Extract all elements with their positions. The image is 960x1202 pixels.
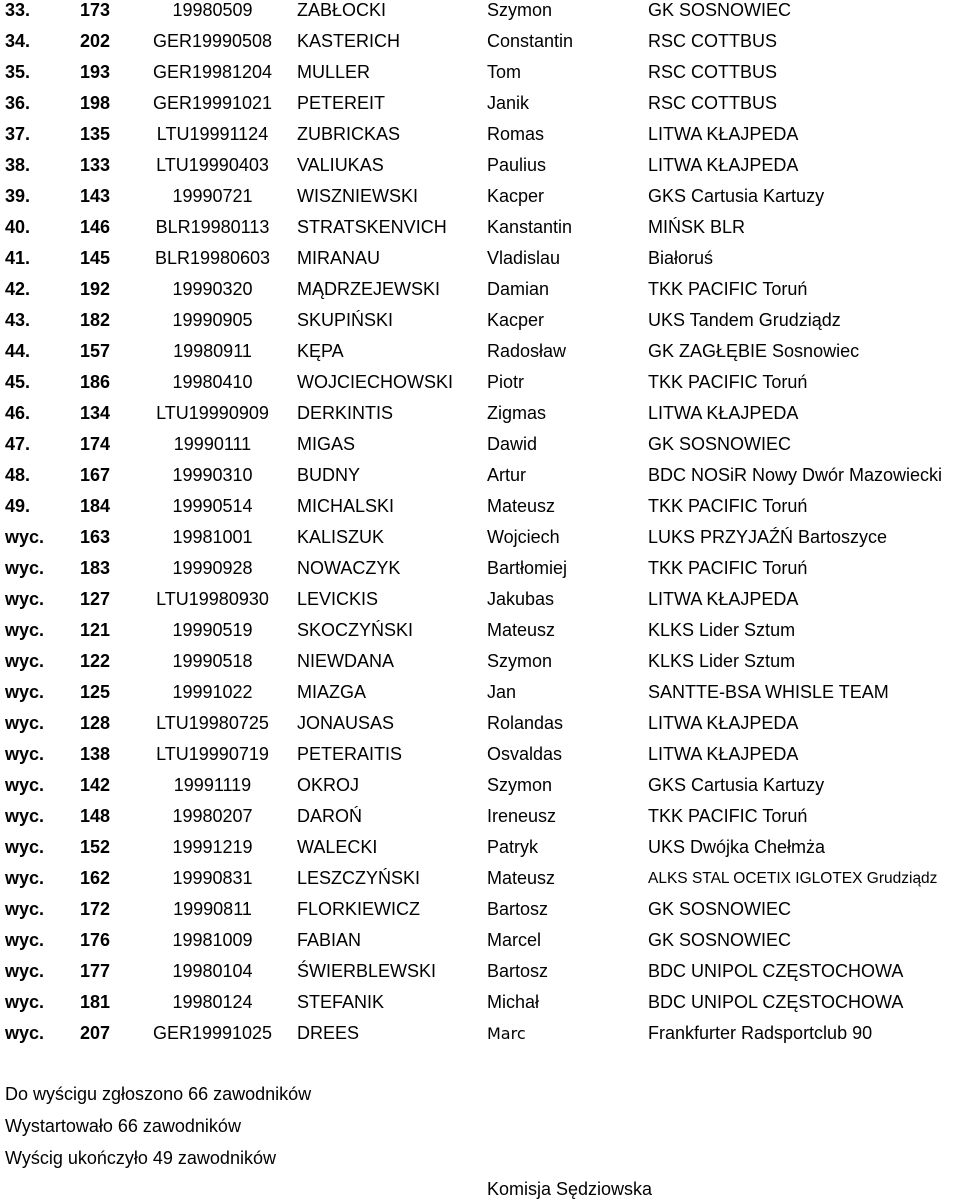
license-code: BLR19980113 bbox=[155, 217, 270, 237]
result-row bbox=[0, 770, 960, 801]
bib-number: 162 bbox=[80, 868, 111, 888]
surname: ZABŁOCKI bbox=[297, 0, 387, 20]
result-row bbox=[0, 1018, 960, 1049]
surname: DREES bbox=[297, 1023, 360, 1043]
license-code: 19980911 bbox=[173, 341, 252, 361]
surname: KALISZUK bbox=[297, 527, 385, 547]
result-row bbox=[0, 150, 960, 181]
surname: MICHALSKI bbox=[297, 496, 395, 516]
bib-number: 145 bbox=[80, 248, 111, 268]
club-name: RSC COTTBUS bbox=[648, 31, 778, 51]
license-code: GER19991025 bbox=[152, 1023, 273, 1043]
first-name: Patryk bbox=[487, 837, 539, 857]
surname: MIGAS bbox=[297, 434, 356, 454]
started-count-text: Wystartowało 66 zawodników bbox=[5, 1116, 241, 1136]
club-name: TKK PACIFIC Toruń bbox=[648, 496, 808, 516]
first-name: Michał bbox=[487, 992, 540, 1012]
first-name: Marcel bbox=[487, 930, 542, 950]
place-cell: 41. bbox=[5, 248, 31, 268]
place-cell: 34. bbox=[5, 31, 31, 51]
result-row bbox=[0, 987, 960, 1018]
bib-number: 142 bbox=[80, 775, 111, 795]
bib-number: 125 bbox=[80, 682, 111, 702]
club-name: BDC NOSiR Nowy Dwór Mazowiecki bbox=[648, 465, 943, 485]
place-cell: wyc. bbox=[5, 868, 45, 888]
surname: DAROŃ bbox=[297, 806, 363, 826]
bib-number: 121 bbox=[80, 620, 111, 640]
license-code: BLR19980603 bbox=[154, 248, 271, 268]
first-name: Szymon bbox=[487, 651, 553, 671]
bib-number: 184 bbox=[80, 496, 111, 516]
place-cell: 33. bbox=[5, 0, 31, 20]
club-name: GKS Cartusia Kartuzy bbox=[648, 775, 825, 795]
signature-text: Komisja Sędziowska bbox=[487, 1179, 653, 1199]
license-code: 19990811 bbox=[173, 899, 252, 919]
bib-number: 173 bbox=[80, 0, 111, 20]
result-row bbox=[0, 119, 960, 150]
result-row bbox=[0, 429, 960, 460]
place-cell: wyc. bbox=[5, 744, 45, 764]
place-cell: 42. bbox=[5, 279, 31, 299]
bib-number: 157 bbox=[80, 341, 111, 361]
result-row bbox=[0, 553, 960, 584]
surname: ŚWIERBLEWSKI bbox=[297, 961, 437, 981]
license-code: 19980104 bbox=[172, 961, 253, 981]
license-code: 19991119 bbox=[173, 775, 252, 795]
result-row bbox=[0, 801, 960, 832]
bib-number: 146 bbox=[80, 217, 111, 237]
club-name: BDC UNIPOL CZĘSTOCHOWA bbox=[648, 992, 904, 1012]
first-name: Vladislau bbox=[487, 248, 561, 268]
bib-number: 148 bbox=[80, 806, 111, 826]
club-name: LITWA KŁAJPEDA bbox=[648, 124, 799, 144]
surname: KĘPA bbox=[297, 341, 344, 361]
bib-number: 198 bbox=[80, 93, 111, 113]
first-name: Mateusz bbox=[487, 868, 556, 888]
club-name: GK SOSNOWIEC bbox=[648, 899, 792, 919]
surname: LESZCZYŃSKI bbox=[297, 868, 421, 888]
place-cell: 44. bbox=[5, 341, 31, 361]
place-cell: 40. bbox=[5, 217, 31, 237]
surname: NIEWDANA bbox=[297, 651, 395, 671]
first-name: Kanstantin bbox=[487, 217, 573, 237]
license-code: 19991022 bbox=[172, 682, 253, 702]
surname: JONAUSAS bbox=[297, 713, 395, 733]
result-row bbox=[0, 336, 960, 367]
first-name: Osvaldas bbox=[487, 744, 563, 764]
club-name: Frankfurter Radsportclub 90 bbox=[648, 1023, 873, 1043]
club-name: TKK PACIFIC Toruń bbox=[648, 558, 808, 578]
place-cell: wyc. bbox=[5, 713, 45, 733]
result-row bbox=[0, 863, 960, 894]
license-code: 19990928 bbox=[172, 558, 253, 578]
first-name: Constantin bbox=[487, 31, 574, 51]
surname: PETERAITIS bbox=[297, 744, 403, 764]
place-cell: wyc. bbox=[5, 558, 45, 578]
license-code: LTU19980725 bbox=[156, 713, 269, 733]
first-name: Zigmas bbox=[487, 403, 547, 423]
result-row bbox=[0, 181, 960, 212]
result-row bbox=[0, 522, 960, 553]
bib-number: 183 bbox=[80, 558, 111, 578]
bib-number: 207 bbox=[80, 1023, 111, 1043]
club-name: LITWA KŁAJPEDA bbox=[648, 589, 799, 609]
license-code: 19980207 bbox=[172, 806, 253, 826]
place-cell: wyc. bbox=[5, 806, 45, 826]
bib-number: 135 bbox=[80, 124, 111, 144]
bib-number: 181 bbox=[80, 992, 111, 1012]
license-code: LTU19990719 bbox=[156, 744, 269, 764]
surname: SKOCZYŃSKI bbox=[297, 620, 414, 640]
bib-number: 202 bbox=[80, 31, 111, 51]
surname: VALIUKAS bbox=[297, 155, 384, 175]
first-name: Bartosz bbox=[487, 899, 549, 919]
first-name: Janik bbox=[487, 93, 530, 113]
first-name: Dawid bbox=[487, 434, 538, 454]
surname: DERKINTIS bbox=[297, 403, 394, 423]
first-name: Tom bbox=[487, 62, 522, 82]
license-code: 19981009 bbox=[172, 930, 253, 950]
surname: KASTERICH bbox=[297, 31, 401, 51]
place-cell: wyc. bbox=[5, 930, 45, 950]
license-code: GER19991021 bbox=[152, 93, 273, 113]
place-cell: wyc. bbox=[5, 961, 45, 981]
place-cell: 48. bbox=[5, 465, 31, 485]
registered-count-text: Do wyścigu zgłoszono 66 zawodników bbox=[5, 1084, 312, 1104]
result-row bbox=[0, 398, 960, 429]
surname: NOWACZYK bbox=[297, 558, 401, 578]
license-code: 19990310 bbox=[172, 465, 253, 485]
club-name: LITWA KŁAJPEDA bbox=[648, 403, 799, 423]
club-name: Białoruś bbox=[648, 248, 714, 268]
club-name: MIŃSK BLR bbox=[648, 217, 746, 237]
bib-number: 143 bbox=[80, 186, 111, 206]
place-cell: wyc. bbox=[5, 620, 45, 640]
club-name: KLKS Lider Sztum bbox=[648, 651, 796, 671]
bib-number: 127 bbox=[80, 589, 111, 609]
result-row bbox=[0, 274, 960, 305]
surname: MĄDRZEJEWSKI bbox=[297, 279, 441, 299]
surname: OKROJ bbox=[297, 775, 360, 795]
surname: STEFANIK bbox=[297, 992, 385, 1012]
result-row bbox=[0, 212, 960, 243]
result-row bbox=[0, 367, 960, 398]
bib-number: 122 bbox=[80, 651, 111, 671]
club-name: ALKS STAL OCETIX IGLOTEX Grudziądz bbox=[648, 870, 938, 887]
place-cell: wyc. bbox=[5, 837, 45, 857]
first-name: Marc bbox=[487, 1024, 526, 1043]
place-cell: 39. bbox=[5, 186, 31, 206]
result-row bbox=[0, 832, 960, 863]
club-name: TKK PACIFIC Toruń bbox=[648, 279, 808, 299]
club-name: GKS Cartusia Kartuzy bbox=[648, 186, 825, 206]
license-code: GER19981204 bbox=[152, 62, 273, 82]
license-code: GER19990508 bbox=[152, 31, 273, 51]
bib-number: 193 bbox=[80, 62, 111, 82]
bib-number: 192 bbox=[80, 279, 111, 299]
place-cell: wyc. bbox=[5, 992, 45, 1012]
bib-number: 152 bbox=[80, 837, 111, 857]
license-code: LTU19990909 bbox=[156, 403, 269, 423]
bib-number: 133 bbox=[80, 155, 111, 175]
license-code: 19990721 bbox=[172, 186, 253, 206]
license-code: 19990519 bbox=[172, 620, 253, 640]
club-name: UKS Tandem Grudziądz bbox=[648, 310, 841, 330]
result-row bbox=[0, 57, 960, 88]
first-name: Artur bbox=[487, 465, 527, 485]
first-name: Romas bbox=[487, 124, 545, 144]
surname: PETEREIT bbox=[297, 93, 386, 113]
place-cell: 49. bbox=[5, 496, 31, 516]
bib-number: 176 bbox=[80, 930, 111, 950]
first-name: Mateusz bbox=[487, 496, 556, 516]
result-row bbox=[0, 739, 960, 770]
place-cell: 38. bbox=[5, 155, 31, 175]
surname: SKUPIŃSKI bbox=[297, 310, 394, 330]
first-name: Piotr bbox=[487, 372, 525, 392]
place-cell: wyc. bbox=[5, 1023, 45, 1043]
license-code: 19990320 bbox=[172, 279, 253, 299]
club-name: GK SOSNOWIEC bbox=[648, 434, 792, 454]
surname: WALECKI bbox=[297, 837, 378, 857]
result-row bbox=[0, 243, 960, 274]
place-cell: wyc. bbox=[5, 775, 45, 795]
bib-number: 177 bbox=[80, 961, 111, 981]
license-code: 19990831 bbox=[172, 868, 253, 888]
surname: MIAZGA bbox=[297, 682, 367, 702]
result-row bbox=[0, 925, 960, 956]
first-name: Wojciech bbox=[487, 527, 560, 547]
surname: LEVICKIS bbox=[297, 589, 379, 609]
surname: MIRANAU bbox=[297, 248, 381, 268]
place-cell: wyc. bbox=[5, 682, 45, 702]
place-cell: wyc. bbox=[5, 527, 45, 547]
place-cell: 45. bbox=[5, 372, 31, 392]
bib-number: 172 bbox=[80, 899, 111, 919]
bib-number: 182 bbox=[80, 310, 111, 330]
place-cell: wyc. bbox=[5, 899, 45, 919]
first-name: Szymon bbox=[487, 775, 553, 795]
license-code: 19980410 bbox=[172, 372, 253, 392]
bib-number: 167 bbox=[80, 465, 111, 485]
club-name: LITWA KŁAJPEDA bbox=[648, 155, 799, 175]
club-name: SANTTE-BSA WHISLE TEAM bbox=[648, 682, 889, 702]
bib-number: 174 bbox=[80, 434, 111, 454]
license-code: 19990518 bbox=[172, 651, 253, 671]
license-code: 19990514 bbox=[172, 496, 253, 516]
surname: STRATSKENVICH bbox=[297, 217, 447, 237]
place-cell: 43. bbox=[5, 310, 31, 330]
result-row bbox=[0, 491, 960, 522]
result-row bbox=[0, 584, 960, 615]
club-name: LUKS PRZYJAŹŃ Bartoszyce bbox=[648, 527, 888, 547]
result-row bbox=[0, 26, 960, 57]
club-name: RSC COTTBUS bbox=[648, 93, 778, 113]
first-name: Radosław bbox=[487, 341, 567, 361]
first-name: Paulius bbox=[487, 155, 547, 175]
club-name: KLKS Lider Sztum bbox=[648, 620, 796, 640]
first-name: Ireneusz bbox=[487, 806, 557, 826]
club-name: GK SOSNOWIEC bbox=[648, 930, 792, 950]
result-row bbox=[0, 956, 960, 987]
result-row bbox=[0, 894, 960, 925]
result-row bbox=[0, 460, 960, 491]
surname: BUDNY bbox=[297, 465, 361, 485]
place-cell: 35. bbox=[5, 62, 31, 82]
place-cell: 37. bbox=[5, 124, 31, 144]
club-name: GK ZAGŁĘBIE Sosnowiec bbox=[648, 341, 860, 361]
first-name: Kacper bbox=[487, 310, 545, 330]
club-name: LITWA KŁAJPEDA bbox=[648, 744, 799, 764]
surname: FLORKIEWICZ bbox=[297, 899, 421, 919]
license-code: 19980509 bbox=[172, 0, 253, 20]
place-cell: 46. bbox=[5, 403, 31, 423]
club-name: LITWA KŁAJPEDA bbox=[648, 713, 799, 733]
bib-number: 128 bbox=[80, 713, 111, 733]
place-cell: 36. bbox=[5, 93, 31, 113]
result-row bbox=[0, 615, 960, 646]
license-code: LTU19990403 bbox=[156, 155, 269, 175]
bib-number: 163 bbox=[80, 527, 111, 547]
club-name: RSC COTTBUS bbox=[648, 62, 778, 82]
license-code: 19990111 bbox=[173, 434, 252, 454]
bib-number: 138 bbox=[80, 744, 111, 764]
first-name: Jakubas bbox=[487, 589, 555, 609]
result-row bbox=[0, 305, 960, 336]
first-name: Bartłomiej bbox=[487, 558, 568, 578]
result-row bbox=[0, 88, 960, 119]
license-code: 19981001 bbox=[172, 527, 253, 547]
result-row bbox=[0, 0, 960, 26]
club-name: UKS Dwójka Chełmża bbox=[648, 837, 826, 857]
bib-number: 186 bbox=[80, 372, 111, 392]
result-row bbox=[0, 646, 960, 677]
club-name: TKK PACIFIC Toruń bbox=[648, 806, 808, 826]
result-row bbox=[0, 677, 960, 708]
license-code: LTU19980930 bbox=[156, 589, 269, 609]
club-name: GK SOSNOWIEC bbox=[648, 0, 792, 20]
result-row bbox=[0, 708, 960, 739]
surname: WISZNIEWSKI bbox=[297, 186, 418, 206]
license-code: 19990905 bbox=[172, 310, 253, 330]
license-code: LTU19991124 bbox=[156, 124, 269, 144]
first-name: Bartosz bbox=[487, 961, 549, 981]
surname: ZUBRICKAS bbox=[297, 124, 401, 144]
license-code: 19991219 bbox=[172, 837, 253, 857]
surname: MULLER bbox=[297, 62, 371, 82]
first-name: Jan bbox=[487, 682, 517, 702]
place-cell: wyc. bbox=[5, 651, 45, 671]
first-name: Mateusz bbox=[487, 620, 556, 640]
surname: FABIAN bbox=[297, 930, 362, 950]
first-name: Szymon bbox=[487, 0, 553, 20]
bib-number: 134 bbox=[80, 403, 111, 423]
finished-count-text: Wyścig ukończyło 49 zawodników bbox=[5, 1148, 276, 1168]
place-cell: 47. bbox=[5, 434, 31, 454]
license-code: 19980124 bbox=[172, 992, 253, 1012]
first-name: Rolandas bbox=[487, 713, 564, 733]
club-name: BDC UNIPOL CZĘSTOCHOWA bbox=[648, 961, 904, 981]
place-cell: wyc. bbox=[5, 589, 45, 609]
first-name: Damian bbox=[487, 279, 550, 299]
club-name: TKK PACIFIC Toruń bbox=[648, 372, 808, 392]
surname: WOJCIECHOWSKI bbox=[297, 372, 453, 392]
first-name: Kacper bbox=[487, 186, 545, 206]
